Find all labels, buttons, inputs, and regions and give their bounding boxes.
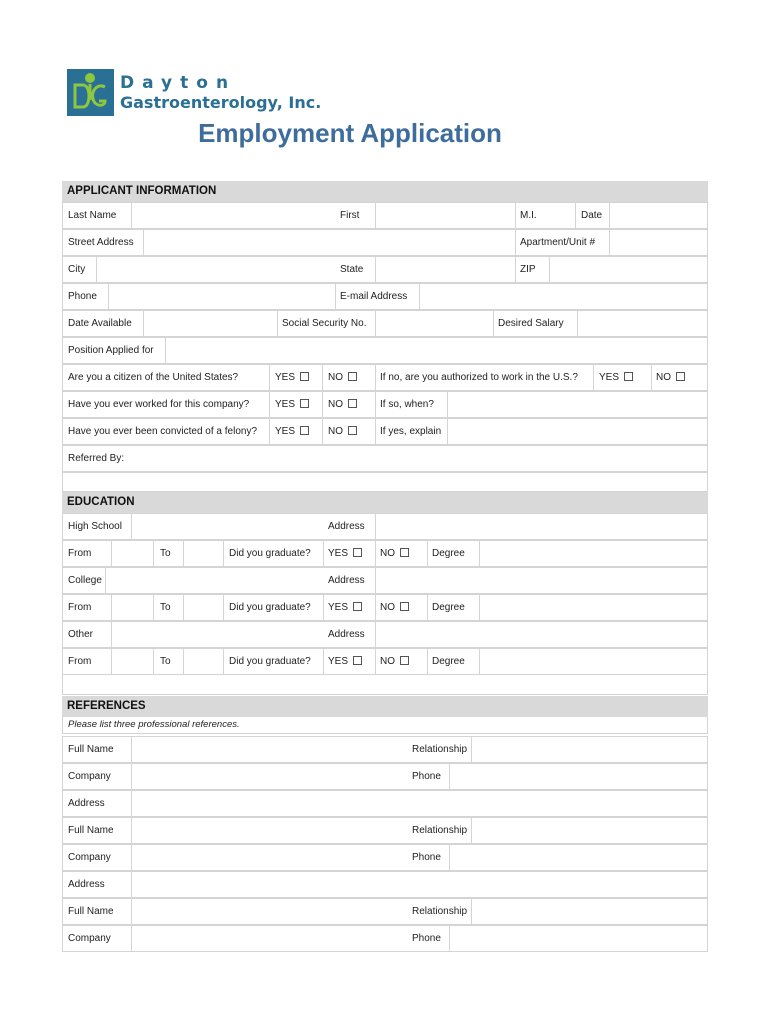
- ref2-relationship-field[interactable]: [471, 818, 709, 843]
- checkbox[interactable]: [353, 656, 362, 665]
- other-graduate-no-option[interactable]: NO: [380, 649, 409, 674]
- checkbox[interactable]: [348, 399, 357, 408]
- row-citizen: [62, 364, 708, 391]
- hs-graduate-no-option[interactable]: NO: [380, 541, 409, 566]
- when-field[interactable]: [447, 392, 709, 417]
- label-college: College: [68, 575, 102, 586]
- label-hs-from: From: [68, 548, 92, 559]
- label-position: Position Applied for: [68, 345, 154, 356]
- college-from-field[interactable]: [111, 595, 153, 620]
- row-referred: [62, 445, 708, 472]
- felony-yes-option[interactable]: YES: [275, 419, 309, 444]
- label-ref3-relationship: Relationship: [412, 906, 468, 917]
- label-ref2-address: Address: [68, 879, 105, 890]
- label-college-to: To: [160, 602, 171, 613]
- hs-graduate-yes-option[interactable]: YES: [328, 541, 362, 566]
- label-mi: M.I.: [520, 210, 537, 221]
- ref3-phone-field[interactable]: [449, 926, 709, 951]
- label-other-degree: Degree: [432, 656, 465, 667]
- label-apt: Apartment/Unit #: [520, 237, 596, 248]
- row-felony: [62, 418, 708, 445]
- ref1-company-field[interactable]: [131, 764, 407, 789]
- other-field[interactable]: [111, 622, 323, 647]
- other-degree-field[interactable]: [479, 649, 709, 674]
- row-high-school: [62, 513, 708, 540]
- label-hs-to: To: [160, 548, 171, 559]
- other-to-field[interactable]: [183, 649, 223, 674]
- checkbox[interactable]: [400, 602, 409, 611]
- row-position: [62, 337, 708, 364]
- label-hs-degree: Degree: [432, 548, 465, 559]
- row-ref1-company: [62, 763, 708, 790]
- row-availability: [62, 310, 708, 337]
- label-citizen-question: Are you a citizen of the United States?: [68, 372, 239, 383]
- college-to-field[interactable]: [183, 595, 223, 620]
- worked-yes-option[interactable]: YES: [275, 392, 309, 417]
- label-ssn: Social Security No.: [282, 318, 367, 329]
- row-college-dates: [62, 594, 708, 621]
- apt-field[interactable]: [609, 230, 709, 255]
- label-worked-question: Have you ever worked for this company?: [68, 399, 250, 410]
- ref2-address-field[interactable]: [131, 872, 709, 897]
- first-name-field[interactable]: [375, 203, 515, 228]
- label-last-name: Last Name: [68, 210, 117, 221]
- ref2-name-field[interactable]: [131, 818, 407, 843]
- label-ref2-company: Company: [68, 852, 111, 863]
- label-ref1-phone: Phone: [412, 771, 441, 782]
- row-street: [62, 229, 708, 256]
- label-first: First: [340, 210, 360, 221]
- label-college-from: From: [68, 602, 92, 613]
- row-ref2-name: [62, 817, 708, 844]
- references-note: Please list three professional references.: [62, 717, 708, 734]
- ref3-name-field[interactable]: [131, 899, 407, 924]
- date-field[interactable]: [609, 203, 709, 228]
- citizen-no-option[interactable]: NO: [328, 365, 357, 390]
- referred-field[interactable]: [62, 472, 708, 492]
- street-field[interactable]: [143, 230, 515, 255]
- row-city: [62, 256, 708, 283]
- label-ref2-relationship: Relationship: [412, 825, 468, 836]
- logo-mark-icon: [67, 69, 114, 116]
- company-logo: [67, 69, 327, 119]
- hs-from-field[interactable]: [111, 541, 153, 566]
- other-graduate-yes-option[interactable]: YES: [328, 649, 362, 674]
- checkbox[interactable]: [300, 399, 309, 408]
- hs-address-field[interactable]: [375, 514, 709, 539]
- label-ref1-address: Address: [68, 798, 105, 809]
- checkbox[interactable]: [400, 656, 409, 665]
- label-date: Date: [581, 210, 603, 221]
- row-college: [62, 567, 708, 594]
- hs-to-field[interactable]: [183, 541, 223, 566]
- row-ref3-company: [62, 925, 708, 952]
- row-name: [62, 202, 708, 229]
- ref1-relationship-field[interactable]: [471, 737, 709, 762]
- college-degree-field[interactable]: [479, 595, 709, 620]
- checkbox[interactable]: [624, 372, 633, 381]
- state-field[interactable]: [375, 257, 515, 282]
- ref1-name-field[interactable]: [131, 737, 407, 762]
- label-felony-question: Have you ever been convicted of a felony?: [68, 426, 258, 437]
- authorized-yes-option[interactable]: YES: [599, 365, 633, 390]
- ref2-company-field[interactable]: [131, 845, 407, 870]
- label-college-address: Address: [328, 575, 365, 586]
- row-other: [62, 621, 708, 648]
- label-other-from: From: [68, 656, 92, 667]
- label-phone: Phone: [68, 291, 97, 302]
- email-field[interactable]: [419, 284, 709, 309]
- label-ref3-phone: Phone: [412, 933, 441, 944]
- phone-field[interactable]: [108, 284, 335, 309]
- ref3-company-field[interactable]: [131, 926, 407, 951]
- label-state: State: [340, 264, 364, 275]
- felony-no-option[interactable]: NO: [328, 419, 357, 444]
- college-graduate-no-option[interactable]: NO: [380, 595, 409, 620]
- label-ref3-name: Full Name: [68, 906, 114, 917]
- explain-field[interactable]: [447, 419, 709, 444]
- label-when: If so, when?: [380, 399, 434, 410]
- checkbox[interactable]: [300, 372, 309, 381]
- hs-degree-field[interactable]: [479, 541, 709, 566]
- city-field[interactable]: [96, 257, 335, 282]
- label-ref1-company: Company: [68, 771, 111, 782]
- ref2-phone-field[interactable]: [449, 845, 709, 870]
- college-graduate-yes-option[interactable]: YES: [328, 595, 362, 620]
- label-ref1-name: Full Name: [68, 744, 114, 755]
- label-other-address: Address: [328, 629, 365, 640]
- checkbox[interactable]: [353, 548, 362, 557]
- college-address-field[interactable]: [375, 568, 709, 593]
- label-other-graduate: Did you graduate?: [229, 656, 311, 667]
- date-available-field[interactable]: [143, 311, 277, 336]
- row-ref2-company: [62, 844, 708, 871]
- worked-no-option[interactable]: NO: [328, 392, 357, 417]
- label-ref2-phone: Phone: [412, 852, 441, 863]
- other-from-field[interactable]: [111, 649, 153, 674]
- logo-line-1: Dayton: [120, 73, 237, 93]
- ssn-field[interactable]: [375, 311, 493, 336]
- label-other-to: To: [160, 656, 171, 667]
- label-college-graduate: Did you graduate?: [229, 602, 311, 613]
- high-school-field[interactable]: [131, 514, 323, 539]
- label-authorized-question: If no, are you authorized to work in the U.S.?: [380, 372, 578, 383]
- row-ref3-name: [62, 898, 708, 925]
- row-phone: [62, 283, 708, 310]
- label-high-school: High School: [68, 521, 122, 532]
- label-city: City: [68, 264, 86, 275]
- ref3-relationship-field[interactable]: [471, 899, 709, 924]
- ref1-address-field[interactable]: [131, 791, 709, 816]
- last-name-field[interactable]: [131, 203, 335, 228]
- other-address-field[interactable]: [375, 622, 709, 647]
- label-referred: Referred By:: [68, 453, 125, 464]
- label-salary: Desired Salary: [498, 318, 564, 329]
- row-worked: [62, 391, 708, 418]
- row-other-dates: [62, 648, 708, 675]
- row-ref1-name: [62, 736, 708, 763]
- authorized-no-option[interactable]: NO: [656, 365, 685, 390]
- checkbox[interactable]: [400, 548, 409, 557]
- row-ref2-address: [62, 871, 708, 898]
- label-street: Street Address: [68, 237, 134, 248]
- page-title: Employment Application: [198, 118, 502, 148]
- ref1-phone-field[interactable]: [449, 764, 709, 789]
- education-spacer: [62, 675, 708, 695]
- label-ref3-company: Company: [68, 933, 111, 944]
- position-field[interactable]: [165, 338, 709, 363]
- college-field[interactable]: [105, 568, 323, 593]
- label-date-available: Date Available: [68, 318, 132, 329]
- label-zip: ZIP: [520, 264, 536, 275]
- label-email: E-mail Address: [340, 291, 408, 302]
- label-ref2-name: Full Name: [68, 825, 114, 836]
- label-other: Other: [68, 629, 94, 640]
- label-college-degree: Degree: [432, 602, 465, 613]
- logo-line-2: Gastroenterology, Inc.: [120, 93, 322, 112]
- row-hs-dates: [62, 540, 708, 567]
- checkbox[interactable]: [300, 426, 309, 435]
- label-ref1-relationship: Relationship: [412, 744, 468, 755]
- label-explain: If yes, explain: [380, 426, 442, 437]
- checkbox[interactable]: [348, 372, 357, 381]
- section-header-references: REFERENCES: [62, 696, 708, 717]
- checkbox[interactable]: [676, 372, 685, 381]
- label-hs-graduate: Did you graduate?: [229, 548, 311, 559]
- salary-field[interactable]: [577, 311, 709, 336]
- checkbox[interactable]: [348, 426, 357, 435]
- row-ref1-address: [62, 790, 708, 817]
- citizen-yes-option[interactable]: YES: [275, 365, 309, 390]
- label-hs-address: Address: [328, 521, 365, 532]
- section-header-education: EDUCATION: [62, 492, 708, 513]
- zip-field[interactable]: [549, 257, 709, 282]
- checkbox[interactable]: [353, 602, 362, 611]
- section-header-applicant: APPLICANT INFORMATION: [62, 181, 708, 202]
